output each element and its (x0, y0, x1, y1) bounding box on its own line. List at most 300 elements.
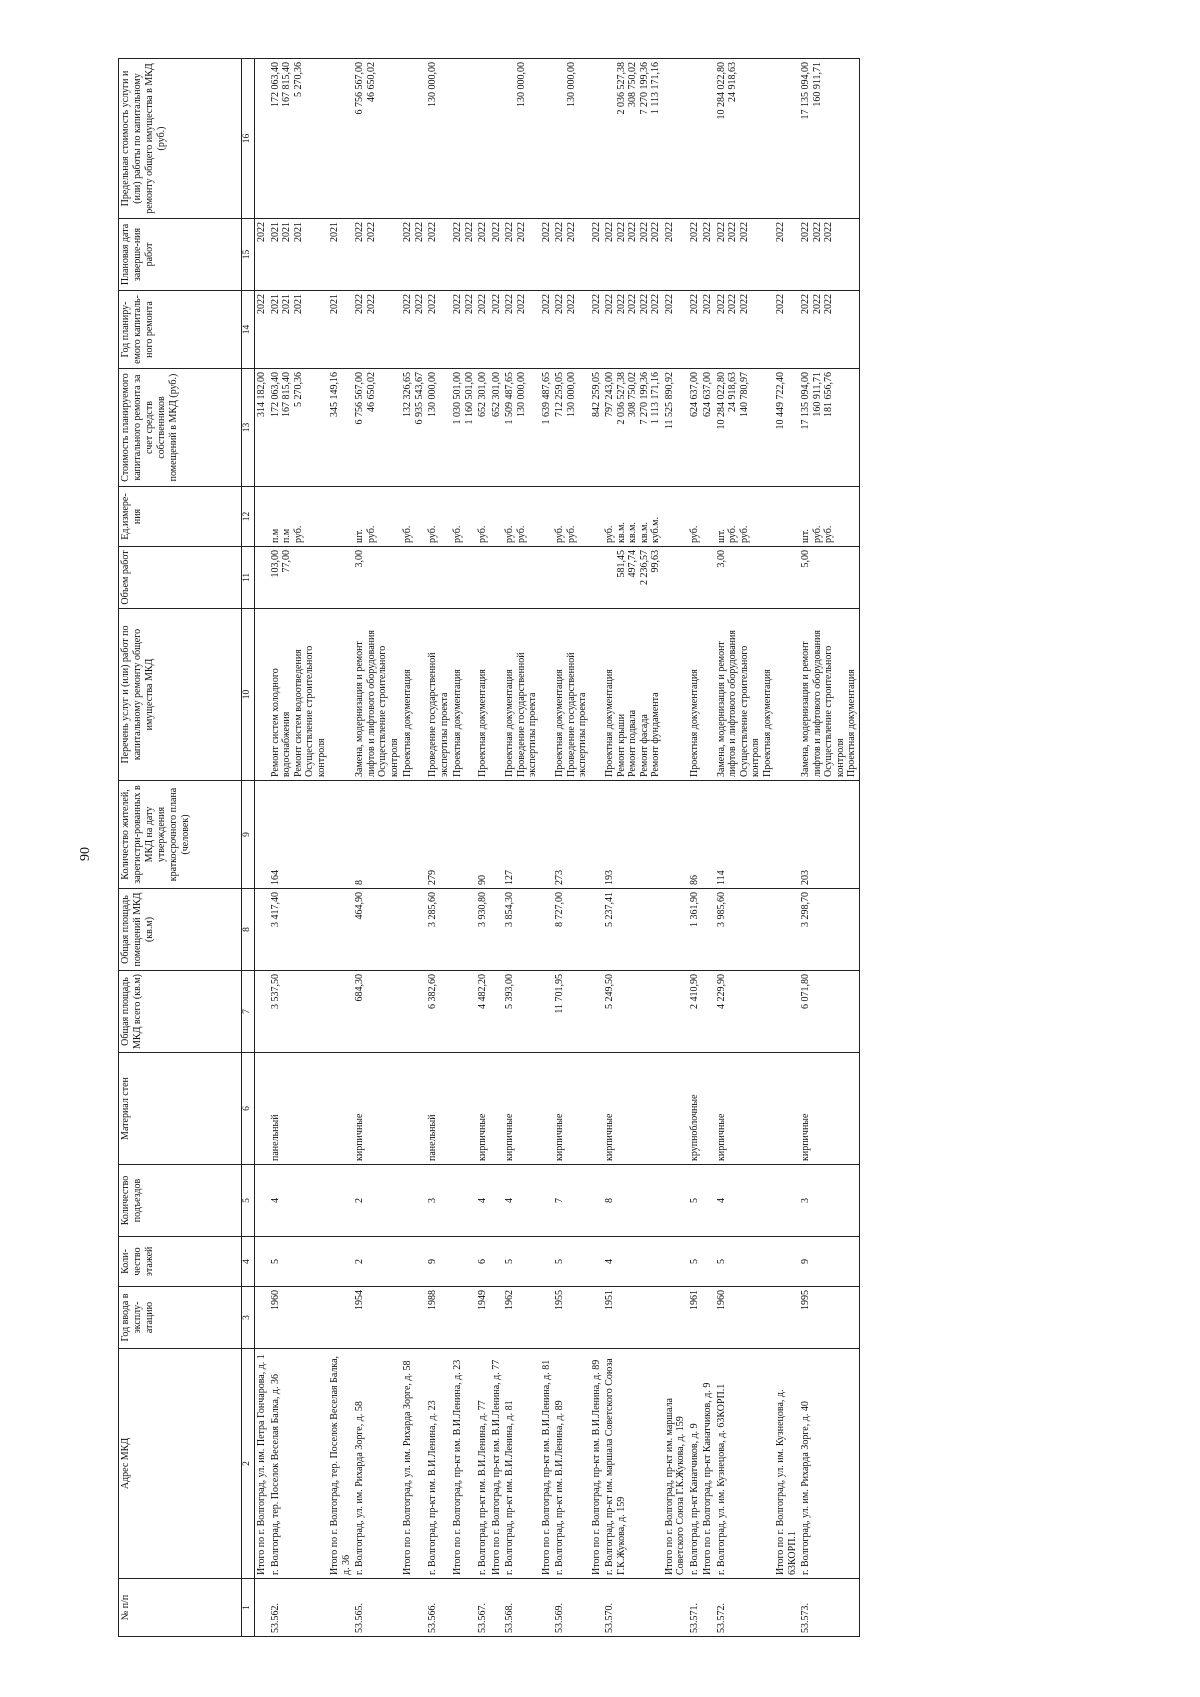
cell-c2 (553, 1349, 590, 1579)
table-row (255, 59, 269, 1637)
repair-plan-table (118, 58, 860, 1637)
cell-line: 2022 (663, 294, 675, 314)
cell-c5: 3 (799, 1165, 859, 1237)
cell-c4: 4 (603, 1237, 663, 1287)
cell-c2 (701, 1349, 715, 1579)
cell-c1 (540, 1579, 554, 1637)
cell-c14 (540, 291, 554, 369)
cell-line (452, 550, 464, 605)
column-header-3: Год ввода в эксплу-атацию (119, 1287, 242, 1349)
cell-c13 (553, 369, 590, 487)
cell-c4: 9 (799, 1237, 859, 1287)
cell-c1: 53.565. (353, 1579, 401, 1637)
cell-c15 (503, 219, 540, 291)
cell-c8: 3 298,70 (799, 889, 859, 971)
cell-c8: 1 361,90 (688, 889, 702, 971)
cell-line: Проведение государственной экспертизы проекта (565, 652, 588, 777)
cell-c16 (401, 59, 426, 219)
cell-c4 (255, 1237, 269, 1287)
cell-c13 (255, 369, 269, 487)
cell-c10 (774, 609, 799, 781)
cell-c13 (401, 369, 426, 487)
cell-c10 (328, 609, 353, 781)
cell-c11 (540, 547, 554, 609)
cell-c7 (328, 971, 353, 1053)
cell-c10 (353, 609, 401, 781)
cell-c7 (490, 971, 504, 1053)
cell-c16 (553, 59, 590, 219)
cell-c6 (490, 1053, 504, 1165)
cell-c15 (688, 219, 702, 291)
cell-line: руб. (427, 525, 438, 543)
cell-line: Итого по г. Волгоград, пр-кт им. маршала Советского Союза Г.К.Жукова, д. 159 (663, 1398, 686, 1575)
column-number-1: 1 (242, 1579, 255, 1637)
cell-c12 (663, 487, 688, 547)
cell-c13 (269, 369, 329, 487)
cell-line: 2022 (702, 222, 713, 242)
cell-line: 132 326,65 (402, 372, 413, 417)
cell-c14 (451, 291, 476, 369)
cell-line: 1 509 487,65 (504, 372, 515, 425)
cell-line: 2022 (540, 294, 552, 314)
table-body (255, 59, 860, 1637)
cell-line (727, 550, 739, 605)
cell-c9: 114 (715, 781, 775, 889)
cell-line: 2022 (504, 222, 515, 242)
cell-line: 497,74 (627, 550, 638, 578)
cell-c8: 3 930,80 (476, 889, 490, 971)
cell-line: 652 301,00 (490, 372, 502, 417)
cell-c7 (701, 971, 715, 1053)
cell-line: Проектная документация (846, 669, 857, 777)
cell-c5: 4 (269, 1165, 329, 1237)
cell-c12 (401, 487, 426, 547)
cell-line: 2022 (663, 222, 675, 242)
cell-c11 (553, 547, 590, 609)
cell-c14 (476, 291, 490, 369)
cell-c13 (328, 369, 353, 487)
cell-line: Осуществление строительного контроля (304, 645, 327, 777)
cell-line: г. Волгоград, ул. им. Кузнецова, д. 63КОРП.1 (715, 1383, 727, 1575)
cell-line: 2022 (565, 222, 577, 242)
cell-line: Ремонт фундамента (650, 692, 661, 777)
cell-c2 (451, 1349, 476, 1579)
cell-c13 (353, 369, 401, 487)
cell-line: 17 135 094,00 (800, 372, 811, 430)
cell-line: 160 911,71 (811, 372, 823, 417)
cell-c5: 2 (353, 1165, 401, 1237)
cell-line: 345 149,16 (329, 372, 340, 417)
cell-line: 172 063,40 (269, 62, 281, 107)
cell-line: 2022 (638, 294, 650, 314)
cell-line: 2021 (292, 294, 304, 314)
cell-c2 (799, 1349, 859, 1579)
cell-line: 581,45 (615, 550, 627, 578)
cell-line: 2021 (292, 222, 304, 242)
cell-c3 (590, 1287, 604, 1349)
cell-c15 (774, 219, 799, 291)
cell-c12 (701, 487, 715, 547)
cell-line: г. Волгоград, ул. им. Рихарда Зорге, д. 58 (354, 1401, 365, 1575)
cell-line: 2022 (540, 222, 552, 242)
cell-c10 (590, 609, 604, 781)
cell-c5 (451, 1165, 476, 1237)
cell-c15 (715, 219, 775, 291)
cell-c13 (663, 369, 688, 487)
column-header-5: Количество подъездов (119, 1165, 242, 1237)
cell-c12 (799, 487, 859, 547)
cell-c2 (540, 1349, 554, 1579)
cell-line: 5 270,36 (292, 372, 304, 407)
cell-c7: 2 410,90 (688, 971, 702, 1053)
cell-c14 (490, 291, 504, 369)
cell-line (739, 62, 751, 215)
cell-c14 (774, 291, 799, 369)
column-number-8: 8 (242, 889, 255, 971)
cell-line: 2021 (329, 294, 340, 314)
cell-c8 (540, 889, 554, 971)
cell-line: 2022 (463, 222, 475, 242)
cell-c9: 127 (503, 781, 540, 889)
cell-line: руб. (604, 525, 615, 543)
cell-line: Осуществление строительного контроля (738, 645, 761, 777)
cell-line: 2022 (427, 294, 438, 314)
cell-c12 (490, 487, 504, 547)
cell-line: Проведение государственной экспертизы проекта (515, 652, 538, 777)
cell-line: 130 000,00 (515, 372, 527, 417)
cell-c3: 1951 (603, 1287, 663, 1349)
cell-c3: 1962 (503, 1287, 540, 1349)
table-header-row (119, 59, 242, 1637)
cell-line (604, 62, 616, 215)
cell-line: 2022 (823, 294, 834, 314)
cell-line: 2022 (627, 222, 638, 242)
cell-line: руб. (811, 525, 823, 543)
cell-c2 (503, 1349, 540, 1579)
cell-line: руб. (292, 525, 304, 543)
cell-c14 (255, 291, 269, 369)
cell-line: 24 918,63 (727, 372, 738, 412)
cell-c8 (255, 889, 269, 971)
cell-c16 (490, 59, 504, 219)
cell-c13 (503, 369, 540, 487)
cell-c5: 4 (715, 1165, 775, 1237)
cell-line: 2022 (402, 294, 413, 314)
cell-c2 (490, 1349, 504, 1579)
cell-line: 99,63 (650, 550, 661, 573)
cell-line (504, 550, 516, 605)
cell-line: 2022 (823, 222, 834, 242)
cell-c4: 5 (503, 1237, 540, 1287)
cell-c12 (269, 487, 329, 547)
cell-c11 (255, 547, 269, 609)
cell-line: Итого по г. Волгоград, ул. им. Кузнецова, д. 63КОРП.1 (775, 1389, 798, 1575)
cell-line: 2022 (604, 222, 615, 242)
cell-line: 2022 (413, 294, 425, 314)
cell-c8: 3 985,60 (715, 889, 775, 971)
cell-c3 (774, 1287, 799, 1349)
cell-c7: 5 249,50 (603, 971, 663, 1053)
cell-line: Проектная документация (761, 669, 773, 777)
cell-c16 (715, 59, 775, 219)
cell-c9 (701, 781, 715, 889)
cell-c6 (774, 1053, 799, 1165)
cell-c11 (663, 547, 688, 609)
cell-line: 2022 (565, 294, 577, 314)
cell-c10 (663, 609, 688, 781)
cell-c3: 1960 (269, 1287, 329, 1349)
cell-c2 (255, 1349, 269, 1579)
cell-c12 (603, 487, 663, 547)
cell-line: 2021 (269, 294, 281, 314)
cell-c9: 273 (553, 781, 590, 889)
cell-c10 (540, 609, 554, 781)
cell-c3 (255, 1287, 269, 1349)
cell-line: 140 780,97 (738, 372, 750, 417)
cell-c9 (490, 781, 504, 889)
cell-line: 2022 (463, 294, 475, 314)
table-row (328, 59, 353, 1637)
cell-line (823, 62, 835, 215)
cell-c9 (663, 781, 688, 889)
cell-c5 (774, 1165, 799, 1237)
column-number-12: 12 (242, 487, 255, 547)
cell-line: Итого по г. Волгоград, пр-кт им. В.И.Ленина, д. 89 (590, 1359, 602, 1575)
cell-line: 2022 (604, 294, 615, 314)
cell-c4 (701, 1237, 715, 1287)
cell-line: 2022 (452, 222, 463, 242)
cell-c6: кирпичные (503, 1053, 540, 1165)
cell-line: Осуществление строительного контроля (377, 645, 400, 777)
cell-line: 46 650,02 (365, 62, 377, 102)
cell-c1: 53.569. (553, 1579, 590, 1637)
column-header-14: Год планиру-емого капиталь-ного ремонта (119, 291, 242, 369)
cell-c16 (701, 59, 715, 219)
cell-line: кв.м. (638, 522, 650, 543)
cell-line: 2022 (477, 222, 488, 242)
cell-c6: панельный (269, 1053, 329, 1165)
cell-c7 (401, 971, 426, 1053)
cell-line: Осуществление строительного контроля (823, 645, 846, 777)
cell-line: 6 756 567,00 (354, 372, 365, 425)
cell-line: 2022 (413, 222, 425, 242)
cell-c8 (451, 889, 476, 971)
cell-c12 (553, 487, 590, 547)
cell-c14 (353, 291, 401, 369)
cell-line (366, 550, 378, 605)
cell-c11 (490, 547, 504, 609)
cell-line: 2 036 527,38 (615, 372, 627, 425)
cell-line: 2022 (800, 222, 811, 242)
cell-c4: 5 (269, 1237, 329, 1287)
cell-c11 (590, 547, 604, 609)
cell-c16 (476, 59, 490, 219)
cell-line: руб. (402, 525, 413, 543)
cell-c14 (701, 291, 715, 369)
cell-line: Итого по г. Волгоград, тер. Поселок Веселая Балка, д. 36 (329, 1355, 352, 1575)
cell-c4: 5 (715, 1237, 775, 1287)
cell-c7 (540, 971, 554, 1053)
cell-c8: 464,90 (353, 889, 401, 971)
cell-c6: кирпичные (476, 1053, 490, 1165)
cell-c6 (540, 1053, 554, 1165)
cell-c5: 7 (553, 1165, 590, 1237)
cell-line: г. Волгоград, пр-кт им. В.И.Ленина, д. 77 (477, 1400, 488, 1575)
cell-c1 (590, 1579, 604, 1637)
cell-line: 2021 (329, 222, 340, 242)
cell-c4: 5 (688, 1237, 702, 1287)
cell-c9 (401, 781, 426, 889)
cell-line: 160 911,71 (811, 62, 823, 107)
cell-line: Проектная документация (477, 669, 488, 777)
cell-line: руб. (477, 525, 488, 543)
cell-c1: 53.571. (688, 1579, 702, 1637)
cell-c16 (590, 59, 604, 219)
cell-line: 2022 (515, 222, 527, 242)
cell-line: п.м (281, 528, 292, 543)
cell-c13 (490, 369, 504, 487)
cell-line: 2022 (452, 294, 463, 314)
cell-c7 (774, 971, 799, 1053)
cell-c1 (774, 1579, 799, 1637)
cell-line: Итого по г. Волгоград, ул. им. Рихарда Зорге, д. 58 (402, 1360, 413, 1575)
cell-c14 (553, 291, 590, 369)
table-row (663, 59, 688, 1637)
cell-c15 (426, 219, 451, 291)
cell-line: 2022 (775, 294, 786, 314)
table-row (490, 59, 504, 1637)
cell-c6 (328, 1053, 353, 1165)
column-number-row (242, 59, 255, 1637)
cell-c6 (701, 1053, 715, 1165)
cell-c10 (269, 609, 329, 781)
cell-c15 (255, 219, 269, 291)
table-row (590, 59, 604, 1637)
cell-c7: 6 382,60 (426, 971, 451, 1053)
cell-c5: 3 (426, 1165, 451, 1237)
cell-c16 (451, 59, 476, 219)
cell-c11 (328, 547, 353, 609)
cell-line: г. Волгоград, пр-кт им. В.И.Ленина, д. 23 (427, 1400, 438, 1575)
cell-c5 (540, 1165, 554, 1237)
cell-c1 (490, 1579, 504, 1637)
cell-c8 (328, 889, 353, 971)
cell-c11 (401, 547, 426, 609)
cell-line (554, 550, 566, 605)
column-number-7: 7 (242, 971, 255, 1053)
cell-c7: 4 482,20 (476, 971, 490, 1053)
cell-c12 (715, 487, 775, 547)
cell-c4 (451, 1237, 476, 1287)
cell-line (812, 550, 824, 605)
cell-c1: 53.573. (799, 1579, 859, 1637)
cell-line: 130 000,00 (565, 372, 577, 417)
cell-c12 (328, 487, 353, 547)
table-row (688, 59, 702, 1637)
cell-c15 (603, 219, 663, 291)
cell-line: 10 284 022,80 (715, 62, 727, 120)
cell-c16 (603, 59, 663, 219)
cell-c15 (476, 219, 490, 291)
cell-c13 (774, 369, 799, 487)
cell-c12 (451, 487, 476, 547)
cell-c9 (774, 781, 799, 889)
cell-c10 (503, 609, 540, 781)
cell-c4: 5 (553, 1237, 590, 1287)
column-number-15: 15 (242, 219, 255, 291)
cell-c10 (426, 609, 451, 781)
table-row (553, 59, 590, 1637)
cell-c3 (401, 1287, 426, 1349)
cell-c11 (451, 547, 476, 609)
cell-c8: 5 237,41 (603, 889, 663, 971)
cell-c1 (701, 1579, 715, 1637)
cell-line: 2 236,57 (638, 550, 650, 585)
cell-line: 2022 (638, 222, 650, 242)
cell-c11 (503, 547, 540, 609)
cell-line: 2022 (715, 222, 727, 242)
cell-line: 2022 (650, 222, 661, 242)
cell-line: г. Волгоград, пр-кт им. В.И.Ленина, д. 89 (554, 1400, 565, 1575)
cell-c8: 3 854,30 (503, 889, 540, 971)
cell-c5 (255, 1165, 269, 1237)
cell-line: 624 637,00 (688, 372, 700, 417)
cell-line: 3,00 (354, 550, 365, 568)
cell-line: Итого по г. Волгоград, пр-кт им. В.И.Ленина, д. 81 (540, 1359, 552, 1575)
cell-line: Проектная документация (604, 669, 615, 777)
table-row (540, 59, 554, 1637)
cell-line: кв.м. (627, 522, 638, 543)
cell-line: 77,00 (281, 550, 292, 573)
cell-c2 (476, 1349, 490, 1579)
cell-line: г. Волгоград, пр-кт им. В.И.Ленина, д. 81 (504, 1400, 515, 1575)
cell-line: 2022 (365, 222, 377, 242)
cell-line (739, 550, 751, 605)
cell-line: 2022 (256, 294, 267, 314)
cell-line: 2022 (256, 222, 267, 242)
cell-line: 2022 (402, 222, 413, 242)
cell-line: 1 160 501,00 (463, 372, 475, 425)
cell-line: 130 000,00 (427, 372, 438, 417)
cell-c16 (269, 59, 329, 219)
table-row (701, 59, 715, 1637)
cell-line (504, 62, 516, 215)
cell-c1: 53.566. (426, 1579, 451, 1637)
cell-c2 (663, 1349, 688, 1579)
cell-c16 (328, 59, 353, 219)
cell-line: г. Волгоград, пр-кт им. маршала Советского Союза Г.К.Жукова, д. 159 (604, 1358, 627, 1575)
cell-c13 (603, 369, 663, 487)
cell-c4: 2 (353, 1237, 401, 1287)
cell-line: 797 243,00 (604, 372, 615, 417)
cell-c11 (353, 547, 401, 609)
cell-line: руб. (688, 525, 700, 543)
cell-c7: 6 071,80 (799, 971, 859, 1053)
cell-line: 2022 (515, 294, 527, 314)
cell-c14 (590, 291, 604, 369)
cell-c8 (590, 889, 604, 971)
cell-line: 10 284 022,80 (715, 372, 727, 430)
cell-line: Итого по г. Волгоград, пр-кт Канатчиков, д. 9 (702, 1382, 713, 1575)
column-header-4: Коли-чество этажей (119, 1237, 242, 1287)
cell-line: руб. (365, 525, 377, 543)
cell-c14 (688, 291, 702, 369)
cell-line: 1 113 171,16 (650, 62, 661, 115)
cell-c13 (799, 369, 859, 487)
column-number-11: 11 (242, 547, 255, 609)
cell-c14 (269, 291, 329, 369)
cell-c5: 4 (503, 1165, 540, 1237)
